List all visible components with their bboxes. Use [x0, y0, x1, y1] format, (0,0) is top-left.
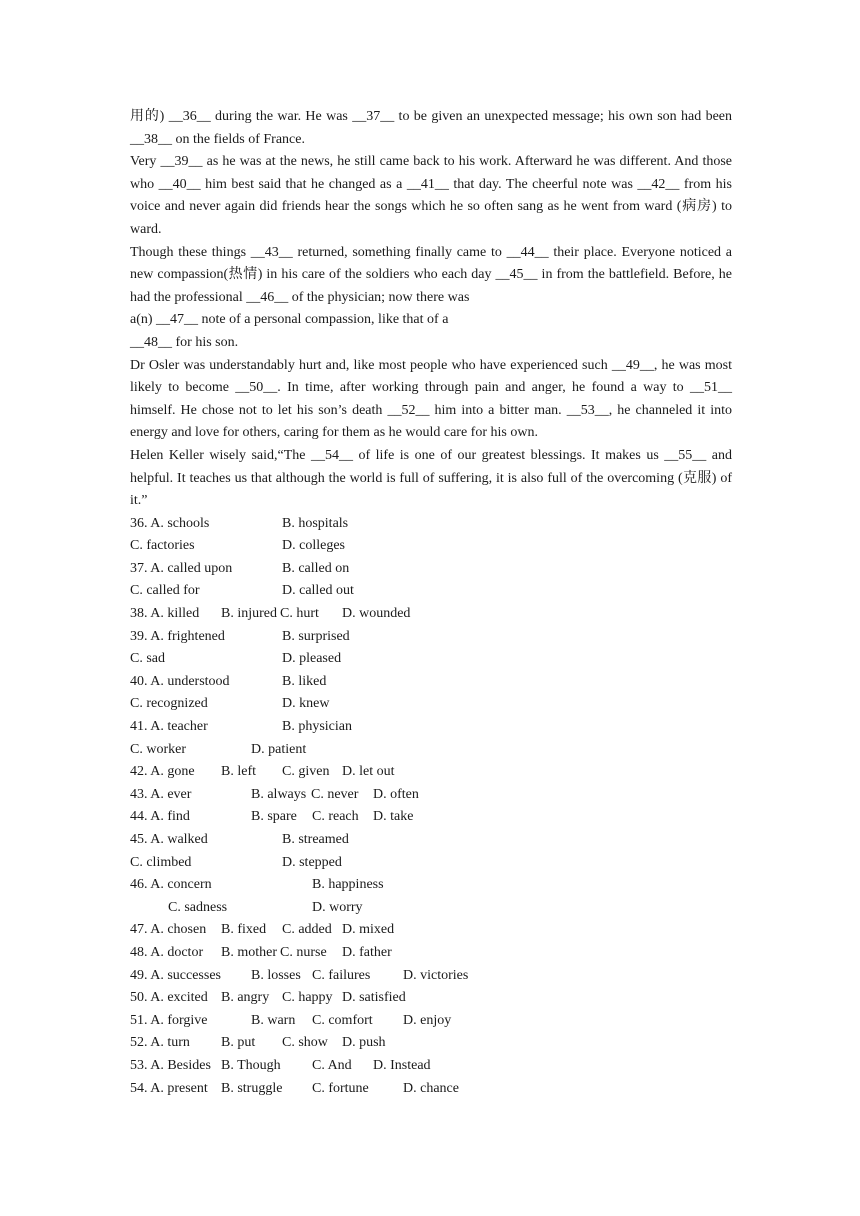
option-row-41 — [130, 716, 732, 739]
option-37-b: B. called on — [282, 560, 350, 576]
option-46-d: D. worry — [312, 899, 363, 915]
option-42-a: 42. A. gone — [130, 764, 195, 780]
option-48-b: B. mother — [221, 944, 277, 960]
option-row-45 — [130, 829, 732, 852]
option-42-d: D. let out — [342, 764, 395, 780]
passage-paragraph-5: Helen Keller wisely said,“The __54__ of life is one of our greatest blessings. It makes us __55__ and helpful. It teaches us that although the world is full of suffering, it is also full of the overcoming (克服) of it.” — [130, 447, 732, 509]
passage-paragraph-3: Though these things __43__ returned, something finally came to __44__ their place. Everyone noticed a new compassion(热情) in his care of the soldiers who each day __45__ in from the battlefield. Before, he had the professional __46__ of the physician; now there was — [130, 244, 732, 305]
option-49-d: D. victories — [403, 967, 469, 983]
option-53-b: B. Though — [221, 1057, 281, 1073]
option-50-c: C. happy — [282, 990, 333, 1006]
option-36-d: D. colleges — [282, 538, 345, 554]
option-36-c: C. factories — [130, 538, 195, 554]
option-row-38 — [130, 603, 732, 626]
option-54-d: D. chance — [403, 1080, 459, 1096]
option-row-51 — [130, 1010, 732, 1033]
option-row-42 — [130, 761, 732, 784]
passage-line-48: __48__ for his son. — [130, 334, 239, 350]
option-40-c: C. recognized — [130, 696, 208, 712]
option-38-c: C. hurt — [280, 606, 319, 622]
option-row-39 — [130, 626, 732, 649]
option-54-c: C. fortune — [312, 1080, 369, 1096]
option-row-36-cd — [130, 535, 732, 558]
option-38-a: 38. A. killed — [130, 606, 200, 622]
option-39-b: B. surprised — [282, 628, 350, 644]
option-49-a: 49. A. successes — [130, 967, 221, 983]
option-52-d: D. push — [342, 1035, 386, 1051]
option-44-d: D. take — [373, 809, 414, 825]
option-row-50 — [130, 987, 732, 1010]
document-page — [130, 106, 732, 1100]
option-45-c: C. climbed — [130, 854, 192, 870]
option-53-c: C. And — [312, 1057, 352, 1073]
option-row-39-cd — [130, 648, 732, 671]
option-row-48 — [130, 942, 732, 965]
option-47-d: D. mixed — [342, 922, 395, 938]
option-row-46-cd — [130, 897, 732, 920]
option-52-b: B. put — [221, 1035, 256, 1051]
option-38-d: D. wounded — [342, 606, 411, 622]
answer-options — [130, 513, 732, 1100]
option-53-d: D. Instead — [373, 1057, 431, 1073]
option-37-a: 37. A. called upon — [130, 560, 233, 576]
option-48-a: 48. A. doctor — [130, 944, 204, 960]
passage-paragraph-1: 用的) __36__ during the war. He was __37__ to be given an unexpected message; his own son had been __38__ on the fields of France. — [130, 109, 732, 147]
option-36-a: 36. A. schools — [130, 515, 210, 531]
option-47-c: C. added — [282, 922, 332, 938]
option-36-b: B. hospitals — [282, 515, 349, 531]
option-44-a: 44. A. find — [130, 809, 190, 825]
option-40-d: D. knew — [282, 696, 330, 712]
option-38-b: B. injured — [221, 606, 277, 622]
option-49-b: B. losses — [251, 967, 301, 983]
option-39-d: D. pleased — [282, 651, 342, 667]
option-42-b: B. left — [221, 764, 256, 780]
option-41-a: 41. A. teacher — [130, 719, 208, 735]
option-45-d: D. stepped — [282, 854, 342, 870]
option-row-53 — [130, 1055, 732, 1078]
option-50-d: D. satisfied — [342, 990, 406, 1006]
option-46-c: C. sadness — [168, 899, 228, 915]
passage-paragraph-2: Very __39__ as he was at the news, he still came back to his work. Afterward he was different. And those who __40__ him best said that he changed as a __41__ that day. The cheerful note was __42__ from his voice and never again did friends hear the songs which he so often sang as he went from ward (病房) to ward. — [130, 154, 732, 237]
option-43-c: C. never — [311, 786, 359, 802]
option-40-b: B. liked — [282, 673, 327, 689]
option-52-a: 52. A. turn — [130, 1035, 190, 1051]
option-row-46 — [130, 874, 732, 897]
option-45-b: B. streamed — [282, 832, 349, 847]
option-51-d: D. enjoy — [403, 1012, 452, 1028]
option-43-d: D. often — [373, 786, 419, 802]
option-row-52 — [130, 1032, 732, 1055]
option-48-c: C. nurse — [280, 944, 327, 960]
option-41-c: C. worker — [130, 741, 186, 757]
option-row-54 — [130, 1078, 732, 1101]
option-row-37-cd — [130, 580, 732, 603]
option-row-40 — [130, 671, 732, 694]
option-37-d: D. called out — [282, 583, 354, 599]
option-43-a: 43. A. ever — [130, 786, 192, 802]
option-54-a: 54. A. present — [130, 1080, 208, 1096]
option-51-a: 51. A. forgive — [130, 1012, 208, 1028]
option-51-b: B. warn — [251, 1012, 296, 1028]
option-50-b: B. angry — [221, 990, 270, 1006]
option-43-b: B. always — [251, 786, 307, 802]
option-51-c: C. comfort — [312, 1012, 373, 1028]
option-row-36 — [130, 513, 732, 536]
option-row-37 — [130, 558, 732, 581]
option-44-c: C. reach — [312, 809, 359, 825]
passage-line-47: a(n) __47__ note of a personal compassion, like that of a — [130, 312, 449, 328]
option-44-b: B. spare — [251, 809, 297, 825]
option-row-40-cd — [130, 693, 732, 716]
option-row-44 — [130, 806, 732, 829]
option-37-c: C. called for — [130, 583, 200, 599]
option-47-a: 47. A. chosen — [130, 922, 207, 938]
option-52-c: C. show — [282, 1035, 328, 1051]
passage-paragraph-4: Dr Osler was understandably hurt and, like most people who have experienced such __49__, he was most likely to become __50__. In time, after working through pain and anger, he found a way to __51__ himself. He chose not to let his son’s death __52__ him into a bitter man. __53__, he channeled it into energy and love for others, caring for them as he would care for his own. — [130, 357, 732, 441]
option-41-b: B. physician — [282, 719, 352, 735]
option-row-43 — [130, 784, 732, 807]
option-47-b: B. fixed — [221, 922, 267, 938]
option-40-a: 40. A. understood — [130, 673, 230, 689]
option-41-d: D. patient — [251, 741, 307, 757]
option-row-47 — [130, 919, 732, 942]
option-row-41-cd — [130, 739, 732, 762]
option-row-49 — [130, 965, 732, 988]
option-46-b: B. happiness — [312, 877, 384, 893]
option-53-a: 53. A. Besides — [130, 1057, 211, 1073]
option-50-a: 50. A. excited — [130, 990, 208, 1006]
option-46-a: 46. A. concern — [130, 877, 212, 893]
option-49-c: C. failures — [312, 967, 371, 983]
option-row-45-cd — [130, 852, 732, 875]
option-45-a: 45. A. walked — [130, 832, 208, 847]
option-54-b: B. struggle — [221, 1080, 283, 1096]
option-48-d: D. father — [342, 944, 392, 960]
option-39-c: C. sad — [130, 651, 165, 667]
option-42-c: C. given — [282, 764, 330, 780]
option-39-a: 39. A. frightened — [130, 628, 225, 644]
